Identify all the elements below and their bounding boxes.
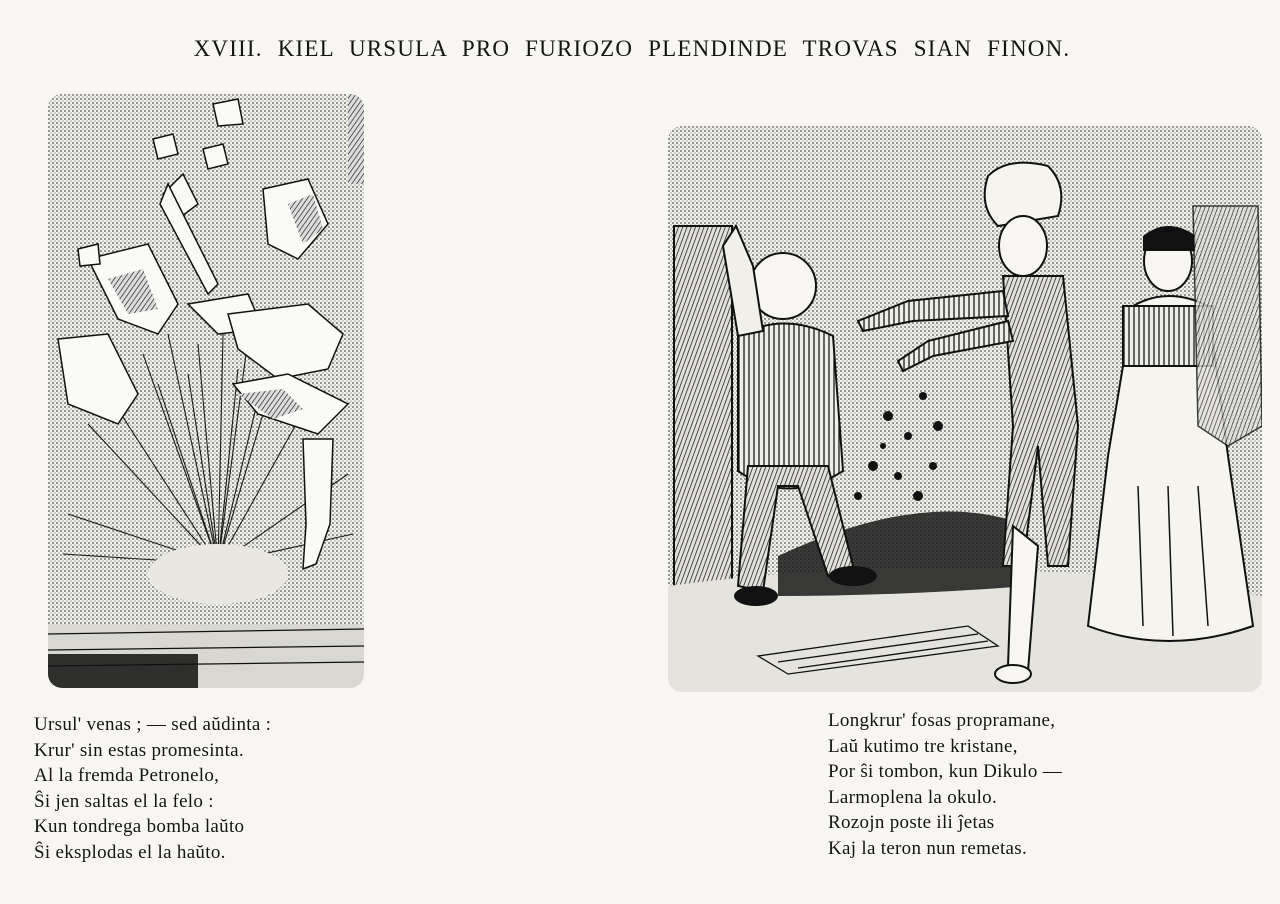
explosion-drawing bbox=[48, 94, 364, 688]
verse-right bbox=[828, 708, 1062, 861]
verse-line: Kaj la teron nun remetas. bbox=[828, 837, 1028, 859]
verse-line: Laŭ kutimo tre kristane, bbox=[828, 735, 1018, 757]
explosion-illustration bbox=[48, 94, 364, 688]
verse-line: Ŝi jen saltas el la felo : bbox=[34, 790, 214, 812]
verse-line: Por ŝi tombon, kun Dikulo — bbox=[828, 761, 1063, 782]
verse-line: Kun tondrega bomba laŭto bbox=[34, 816, 245, 837]
verse-line: Ŝi eksplodas el la haŭto. bbox=[34, 841, 226, 863]
garden-scene-drawing bbox=[668, 126, 1262, 692]
verse-line: Al la fremda Petronelo, bbox=[34, 765, 220, 786]
verse-line: Larmoplena la okulo. bbox=[828, 786, 998, 808]
garden-scene-illustration bbox=[668, 126, 1262, 692]
verse-line: Longkrur' fosas propramane, bbox=[828, 710, 1056, 731]
page-title: XVIII. KIEL URSULA PRO FURIOZO PLENDINDE TROVAS SIAN FINON. bbox=[193, 36, 1071, 61]
verse-line: Rozojn poste ili ĵetas bbox=[828, 812, 995, 833]
verse-line: Ursul' venas ; — sed aŭdinta : bbox=[34, 714, 272, 735]
verse-left bbox=[34, 712, 271, 865]
verse-line: Krur' sin estas promesinta. bbox=[34, 739, 244, 761]
